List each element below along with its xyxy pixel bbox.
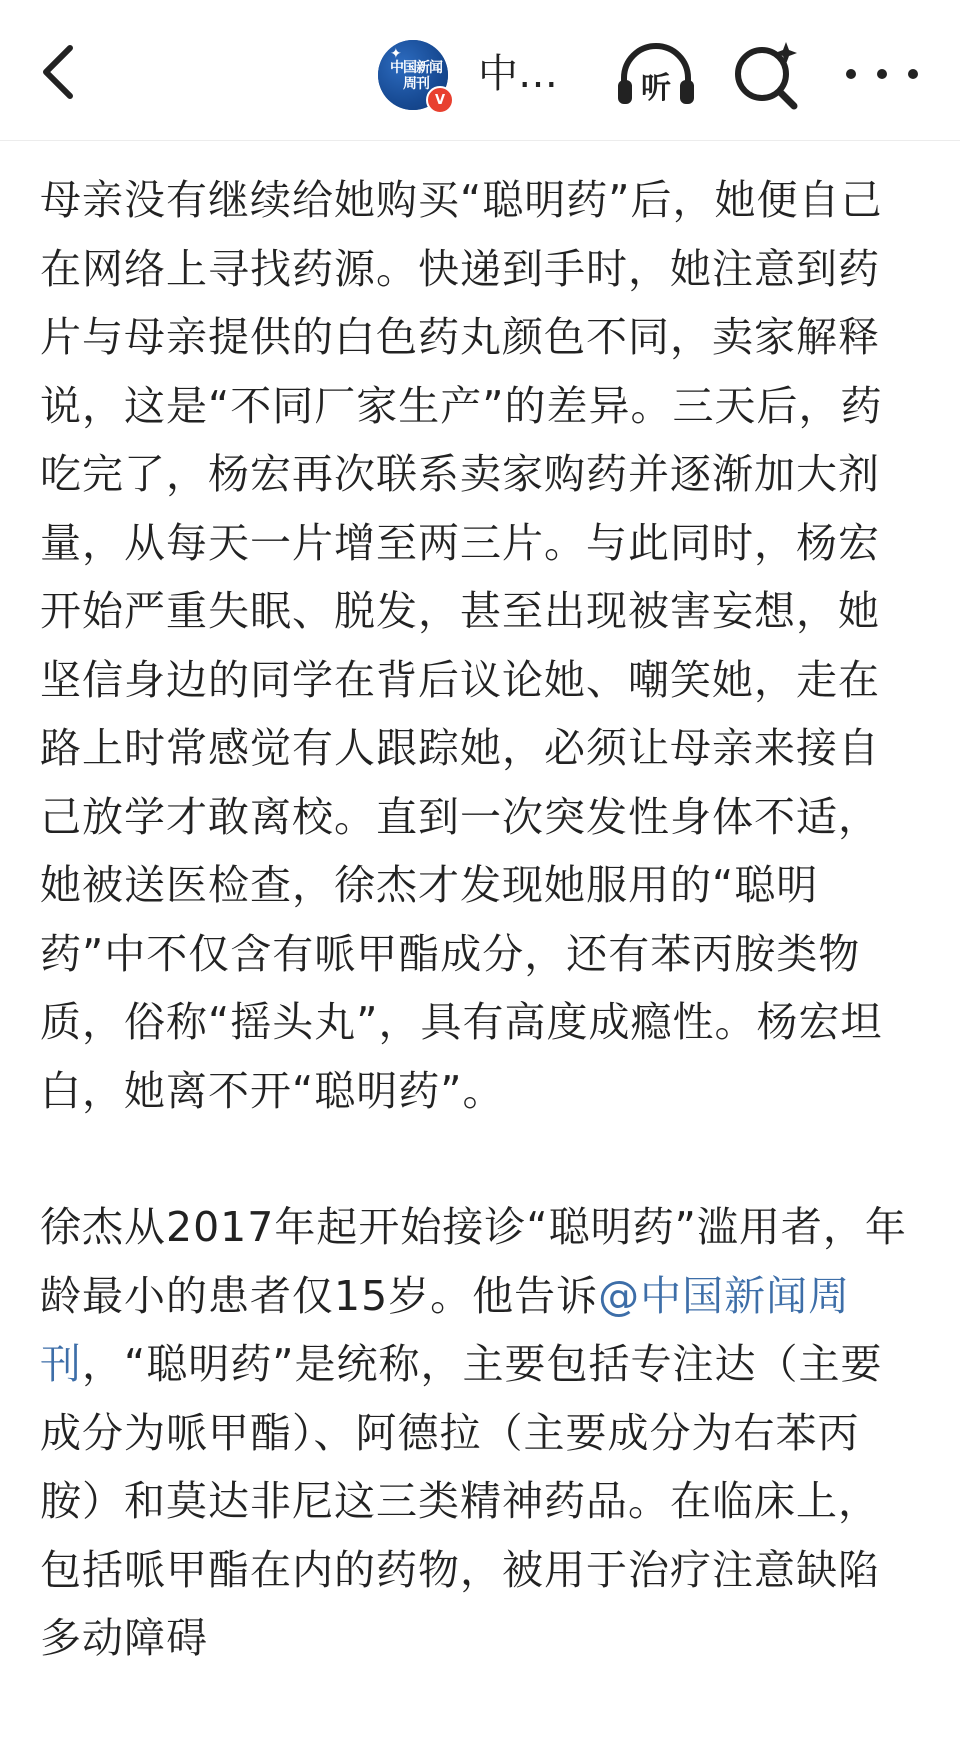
search-sparkle-icon [730,36,804,110]
headphones-icon [614,40,698,110]
mention-link[interactable]: @中国新闻周刊 [40,1271,851,1388]
article-body [40,166,920,1673]
logo-star-icon: ✦ [390,46,402,62]
search-button[interactable] [730,36,804,110]
more-dots-icon [846,69,856,79]
avatar-logo-text: 中国新闻周刊 [390,60,442,92]
listen-label: 听 [641,71,671,106]
chevron-left-icon [38,42,78,102]
more-options-button[interactable] [846,50,918,98]
back-button[interactable] [30,40,86,104]
paragraph-text: 徐杰从2017年起开始接诊“聪明药”滥用者，年龄最小的患者仅15岁。他告诉 [40,1203,907,1320]
account-avatar[interactable] [378,40,448,110]
paragraph-text: ，“聪明药”是统称，主要包括专注达（主要成分为哌甲酯）、阿德拉（主要成分为右苯丙胺）和莫达非尼这三类精神药品。在临床上，包括哌甲酯在内的药物，被用于治疗注意缺陷多动障碍 [40,1340,883,1662]
listen-button[interactable] [614,40,698,110]
top-nav-bar [0,0,960,141]
verified-badge: V [426,86,454,114]
account-name[interactable]: 中… [478,51,558,97]
article-paragraph: 母亲没有继续给她购买“聪明药”后，她便自己在网络上寻找药源。快递到手时，她注意到药片与母亲提供的白色药丸颜色不同，卖家解释说，这是“不同厂家生产”的差异。三天后，药吃完了，杨宏再次联系卖家购药并逐渐加大剂量，从每天一片增至两三片。与此同时，杨宏开始严重失眠、脱发，甚至出现被害妄想，她坚信身边的同学在背后议论她、嘲笑她，走在路上时常感觉有人跟踪她，必须让母亲来接自己放学才敢离校。直到一次突发性身体不适，她被送医检查，徐杰才发现她服用的“聪明药”中不仅含有哌甲酯成分，还有苯丙胺类物质，俗称“摇头丸”，具有高度成瘾性。杨宏坦白，她离不开“聪明药”。 [40,176,883,1115]
article-paragraph [40,1193,920,1673]
